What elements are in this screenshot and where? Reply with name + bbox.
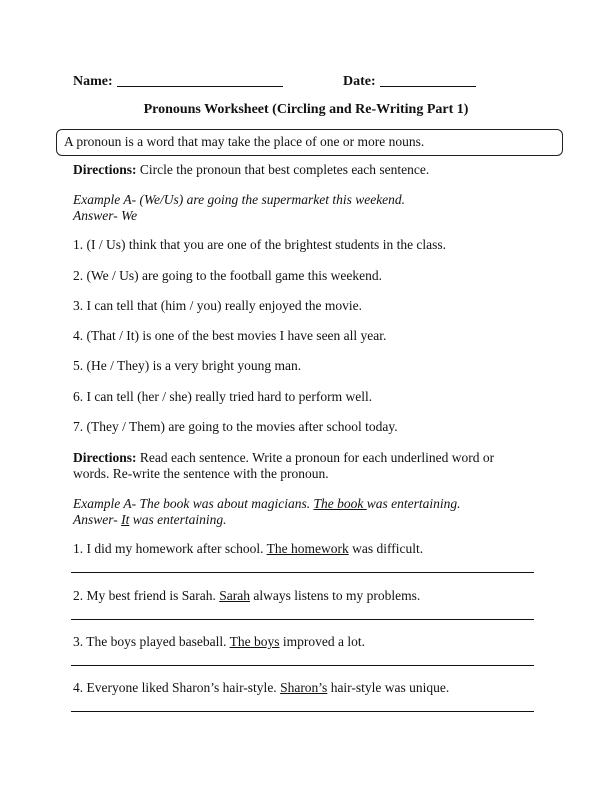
part2-directions-label: Directions: xyxy=(73,450,137,465)
part2-item-2-pre: 2. My best friend is Sarah. xyxy=(73,588,220,603)
part2-item-4-underlined: Sharon’s xyxy=(280,680,328,695)
definition-text: A pronoun is a word that may take the place of one or more nouns. xyxy=(64,134,425,149)
part2-directions-text-1: Read each sentence. Write a pronoun for each underlined word or xyxy=(136,450,495,465)
part1-example: Example A- (We/Us) are going the supermarket this weekend. xyxy=(73,192,406,207)
part2-answer-line-3[interactable] xyxy=(71,665,534,666)
name-label: Name: xyxy=(73,74,113,89)
part1-answer: Answer- We xyxy=(73,208,138,223)
part2-answer-underlined: It xyxy=(121,512,130,527)
part1-item-4: 4. (That / It) is one of the best movies I have seen all year. xyxy=(73,328,387,343)
part1-directions-label: Directions: xyxy=(73,162,137,177)
part2-answer-line-2[interactable] xyxy=(71,619,534,620)
part2-answer-post: was entertaining. xyxy=(129,512,227,527)
part2-item-1 xyxy=(73,541,423,557)
part1-directions xyxy=(73,162,429,178)
part1-directions-text: Circle the pronoun that best completes each sentence. xyxy=(136,162,430,177)
part2-item-1-underlined: The homework xyxy=(266,541,349,556)
part2-item-2-post: always listens to my problems. xyxy=(249,588,421,603)
name-field xyxy=(73,72,283,90)
part1-item-6: 6. I can tell (her / she) really tried hard to perform well. xyxy=(73,389,373,404)
part2-item-4 xyxy=(73,680,449,696)
part2-item-3-pre: 3. The boys played baseball. xyxy=(73,634,230,649)
part1-item-2: 2. (We / Us) are going to the football game this weekend. xyxy=(73,268,382,283)
part2-answer xyxy=(73,512,226,528)
part2-answer-line-1[interactable] xyxy=(71,572,534,573)
part2-answer-pre: Answer- xyxy=(73,512,122,527)
part1-item-1: 1. (I / Us) think that you are one of the brightest students in the class. xyxy=(73,237,447,252)
part2-answer-line-4[interactable] xyxy=(71,711,534,712)
part2-directions-line-2: words. Re-write the sentence with the pronoun. xyxy=(73,466,329,481)
part1-item-3: 3. I can tell that (him / you) really enjoyed the movie. xyxy=(73,298,363,313)
date-blank[interactable] xyxy=(380,72,476,87)
part2-item-2 xyxy=(73,588,420,604)
part2-directions-line-1 xyxy=(73,450,494,466)
date-label: Date: xyxy=(343,74,376,89)
part2-item-3-underlined: The boys xyxy=(229,634,280,649)
part2-item-3-post: improved a lot. xyxy=(279,634,365,649)
date-field xyxy=(343,72,476,90)
part2-item-4-pre: 4. Everyone liked Sharon’s hair-style. xyxy=(73,680,281,695)
part2-item-1-pre: 1. I did my homework after school. xyxy=(73,541,267,556)
part2-example-underlined: The book xyxy=(313,496,367,511)
part2-item-2-underlined: Sarah xyxy=(219,588,250,603)
part2-example xyxy=(73,496,460,512)
part2-example-post: was entertaining. xyxy=(366,496,461,511)
name-blank[interactable] xyxy=(117,72,283,87)
part2-example-pre: Example A- The book was about magicians. xyxy=(73,496,314,511)
part2-item-1-post: was difficult. xyxy=(348,541,424,556)
part1-item-7: 7. (They / Them) are going to the movies after school today. xyxy=(73,419,398,434)
part1-item-5: 5. (He / They) is a very bright young man. xyxy=(73,358,302,373)
part2-item-3 xyxy=(73,634,365,650)
part2-item-4-post: hair-style was unique. xyxy=(327,680,450,695)
page-title: Pronouns Worksheet (Circling and Re-Writing Part 1) xyxy=(143,102,469,117)
